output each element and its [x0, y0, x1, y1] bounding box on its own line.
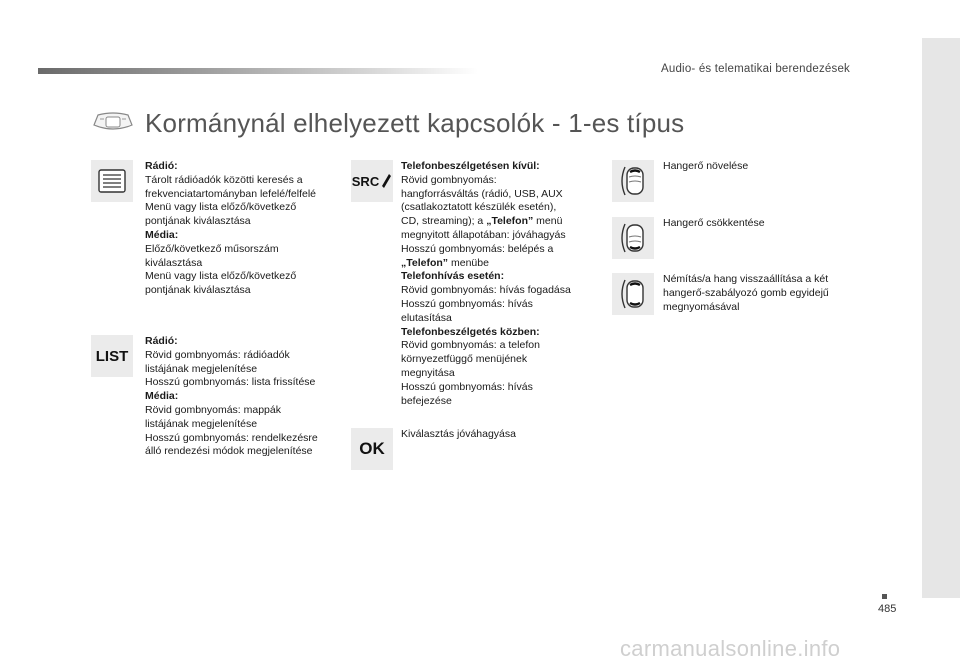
- page-marker: [882, 594, 887, 599]
- list-label: LIST: [95, 347, 129, 365]
- volume-down-wheel: [612, 217, 654, 259]
- volume-wheel-up-icon: [615, 163, 651, 199]
- volume-up-description: Hangerő növelése: [663, 160, 749, 172]
- mute-description: Némítás/a hang visszaállítása a két hangerő-szabályozó gomb egyidejű megnyomásával: [663, 273, 829, 313]
- volume-down-description: Hangerő csökkentése: [663, 217, 765, 229]
- page-title: Kormánynál elhelyezett kapcsolók - 1-es típus: [145, 108, 685, 138]
- chapter-title: Audio- és telematikai berendezések: [661, 63, 850, 75]
- header-gradient-bar: [38, 68, 478, 74]
- src-button: [351, 160, 393, 202]
- ok-label: OK: [359, 439, 385, 458]
- page-number: 485: [878, 603, 897, 615]
- ok-description: Kiválasztás jóváhagyása: [401, 428, 516, 440]
- phone-handset-icon: [380, 173, 392, 189]
- seek-lines-icon: [97, 167, 127, 195]
- seek-button: [91, 160, 133, 202]
- volume-wheel-down-icon: [615, 220, 651, 256]
- volume-up-wheel: [612, 160, 654, 202]
- mute-wheel: [612, 273, 654, 315]
- list-button: [91, 335, 133, 377]
- list-description: Rádió: Rövid gombnyomás: rádióadók listájának megjelenítése Hosszú gombnyomás: lista frissítése Média: Rövid gombnyomás: mappák listájának megjelenítése Hosszú gombnyomás: rendelkezésre álló rendezési módok megjelenítése: [145, 335, 318, 458]
- watermark: carmanualsonline.info: [620, 636, 841, 661]
- steering-wheel-icon: [92, 111, 134, 135]
- side-tab: [922, 38, 960, 598]
- src-description: Telefonbeszélgetésen kívül: Rövid gombnyomás: hangforrásváltás (rádió, USB, AUX (csatlakoztatott készülék esetén), CD, streaming); a „Telefon” menü megnyitott állapotában: jóváhagyás Hosszú gombnyomás: belépés a „Telefon” menübe Telefonhívás esetén: Rövid gombnyomás: hívás fogadása Hosszú gombnyomás: hívás elutasítása Telefonbeszélgetés közben: Rövid gombnyomás: a telefon környezetfüggő menüjének megnyitása Hosszú gombnyomás: hívás befejezése: [401, 160, 571, 407]
- volume-wheel-mute-icon: [615, 276, 651, 312]
- seek-description: Rádió: Tárolt rádióadók közötti keresés a frekvenciatartományban lefelé/felfelé Menü vagy lista előző/következő pontjának kiválasztása Média: Előző/következő műsorszám kiválasztása Menü vagy lista előző/következő pontjának kiválasztása: [145, 160, 317, 297]
- ok-button: [351, 428, 393, 470]
- src-label: SRC: [351, 173, 380, 189]
